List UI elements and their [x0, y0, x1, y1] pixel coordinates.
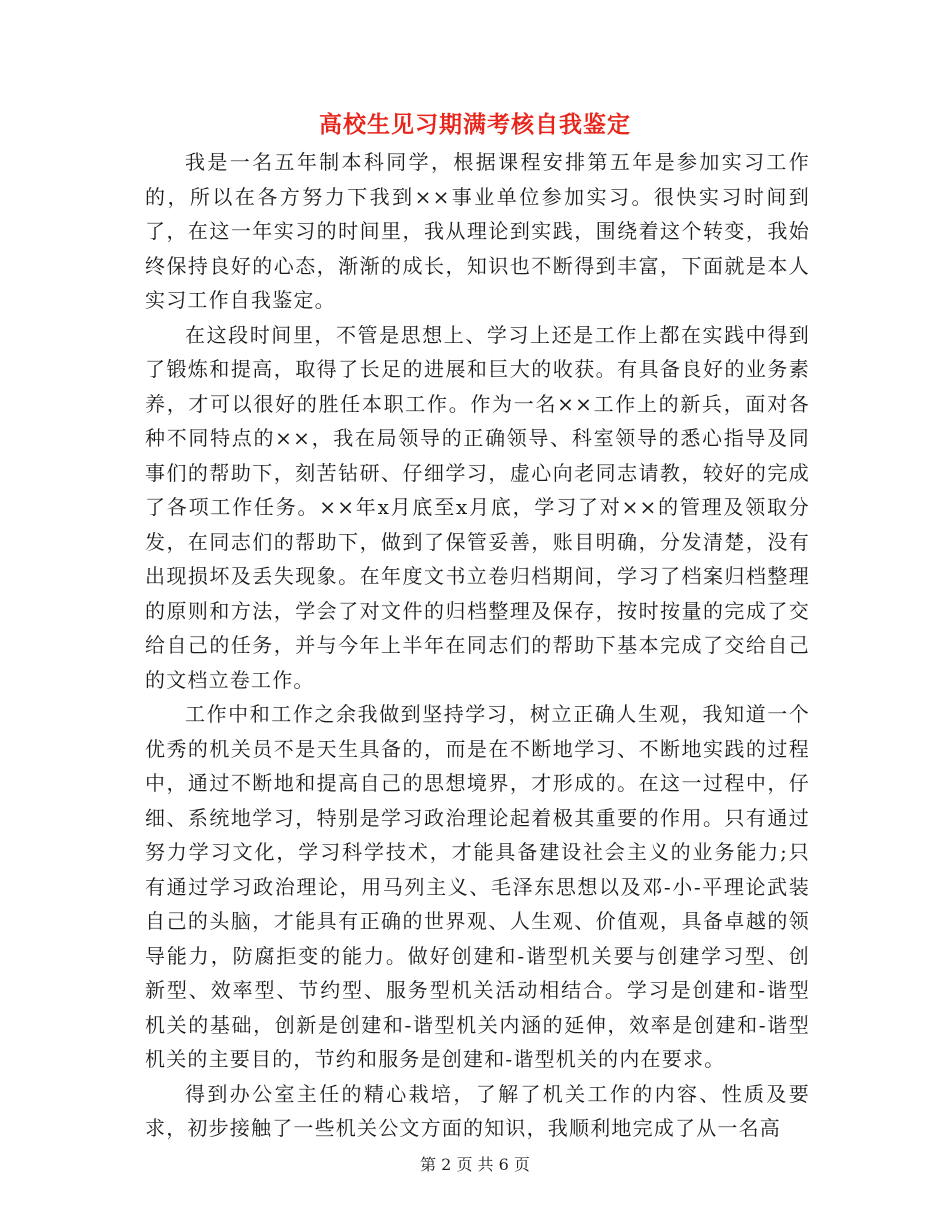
page-number-footer: 第 2 页 共 6 页	[420, 1155, 530, 1174]
paragraph-4: 得到办公室主任的精心栽培，了解了机关工作的内容、性质及要求，初步接触了一些机关公文方面的知识，我顺利地完成了从一名高	[145, 1081, 810, 1140]
paragraph-2: 在这段时间里，不管是思想上、学习上还是工作上都在实践中得到了锻炼和提高，取得了长足的进展和巨大的收获。有具备良好的业务素养，才可以很好的胜任本职工作。作为一名××工作上的新兵，面对各种不同特点的××，我在局领导的正确领导、科室领导的悉心指导及同事们的帮助下，刻苦钻研、仔细学习，虚心向老同志请教，较好的完成了各项工作任务。××年x月底至x月底，学习了对××的管理及领取分发，在同志们的帮助下，做到了保管妥善，账目明确，分发清楚，没有出现损坏及丢失现象。在年度文书立卷归档期间，学习了档案归档整理的原则和方法，学会了对文件的归档整理及保存，按时按量的完成了交给自己的任务，并与今年上半年在同志们的帮助下基本完成了交给自己的文档立卷工作。	[145, 322, 810, 692]
paragraph-1: 我是一名五年制本科同学，根据课程安排第五年是参加实习工作的，所以在各方努力下我到××事业单位参加实习。很快实习时间到了，在这一年实习的时间里，我从理论到实践，围绕着这个转变，我始终保持良好的心态，渐渐的成长，知识也不断得到丰富，下面就是本人实习工作自我鉴定。	[145, 150, 810, 312]
document-body	[145, 145, 810, 1146]
document-title: 高校生见习期满考核自我鉴定	[319, 111, 631, 138]
paragraph-3: 工作中和工作之余我做到坚持学习，树立正确人生观，我知道一个优秀的机关员不是天生具备的，而是在不断地学习、不断地实践的过程中，通过不断地和提高自己的思想境界，才形成的。在这一过程中，仔细、系统地学习，特别是学习政治理论起着极其重要的作用。只有通过努力学习文化，学习科学技术，才能具备建设社会主义的业务能力;只有通过学习政治理论，用马列主义、毛泽东思想以及邓-小-平理论武装自己的头脑，才能具有正确的世界观、人生观、价值观，具备卓越的领导能力，防腐拒变的能力。做好创建和-谐型机关要与创建学习型、创新型、效率型、节约型、服务型机关活动相结合。学习是创建和-谐型机关的基础，创新是创建和-谐型机关内涵的延伸，效率是创建和-谐型机关的主要目的，节约和服务是创建和-谐型机关的内在要求。	[145, 702, 810, 1071]
